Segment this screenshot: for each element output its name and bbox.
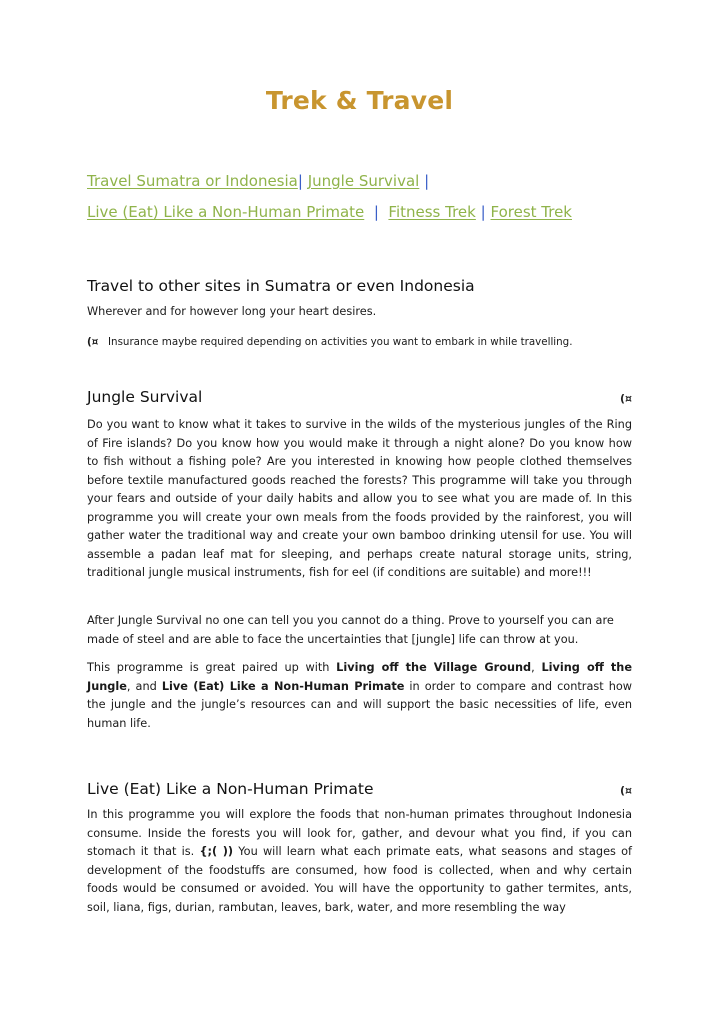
travel-text: Wherever and for however long your heart desires.: [87, 305, 377, 318]
jungle-paragraph-3: This programme is great paired up with Living off the Village Ground, Living off the Jungle, and Live (Eat) Like a Non-Human Primate in order to compare and contrast how the jungle and the jungle’s resources can and will support the basic necessities of life, even human life.: [87, 661, 633, 730]
bold-living-off-jungle: Living off the Jungle: [87, 661, 633, 693]
nav-row-1: [87, 172, 429, 190]
nav-row-2: [87, 203, 572, 221]
nav-link-jungle-survival[interactable]: Jungle Survival: [307, 172, 420, 190]
travel-note: Insurance maybe required depending on activities you want to embark in while travelling.: [108, 336, 573, 348]
nav-link-travel[interactable]: Travel Sumatra or Indonesia: [87, 172, 298, 190]
nav-separator: |: [297, 172, 303, 190]
nav-separator: |: [480, 203, 486, 221]
section-heading-travel: Travel to other sites in Sumatra or even Indonesia: [87, 277, 475, 295]
nav-link-forest-trek[interactable]: Forest Trek: [490, 203, 572, 221]
jungle-paragraph-2: After Jungle Survival no one can tell you you cannot do a thing. Prove to yourself you can are made of steel and are able to face the uncertainties that [jungle] life can throw at you.: [87, 614, 614, 646]
nav-separator: |: [373, 203, 379, 221]
page-title: Trek & Travel: [265, 86, 454, 115]
section-heading-primate: Live (Eat) Like a Non-Human Primate: [87, 780, 374, 798]
jungle-marker: (¤: [620, 392, 633, 405]
nav-link-primate[interactable]: Live (Eat) Like a Non-Human Primate: [87, 203, 365, 221]
jungle-paragraph-1: Do you want to know what it takes to survive in the wilds of the mysterious jungles of the Ring of Fire islands? Do you know how you would make it through a night alone? Do you know how to fish without a fishing pole? Are you interested in knowing how people clothed themselves before textile manufactured goods reached the forests? This programme will take you through your fears and outside of your daily habits and allow you to see what you are made of. In this programme you will create your own meals from the foods provided by the rainforest, you will gather water the traditional way and create your own bamboo drinking utensil for use. You will assemble a padan leaf mat for sleeping, and perhaps create natural storage units, string, traditional jungle musical instruments, fish for eel (if conditions are suitable) and more!!!: [87, 418, 632, 579]
primate-paragraph-1: In this programme you will explore the foods that non-human primates throughout Indonesia consume. Inside the forests you will look for, gather, and devour what you find, if you can stomach it that is. {;( )) You will learn what each primate eats, what seasons and stages of development of the foodstuffs are consumed, how food is collected, when and why certain foods would be consumed or avoided. You will have the opportunity to gather termites, ants, soil, liana, figs, durian, rambutan, leaves, bark, water, and more resembling the way: [87, 808, 633, 914]
section-heading-jungle-survival: Jungle Survival: [87, 388, 203, 406]
bold-emoticon: {;( )): [199, 845, 234, 858]
nav-separator: |: [424, 172, 430, 190]
travel-note-marker: (¤: [87, 336, 99, 348]
bold-village-ground: Living off the Village Ground: [336, 661, 532, 674]
bold-primate: Live (Eat) Like a Non-Human Primate: [161, 679, 405, 693]
primate-marker: (¤: [620, 784, 633, 797]
nav-link-fitness-trek[interactable]: Fitness Trek: [388, 203, 476, 221]
